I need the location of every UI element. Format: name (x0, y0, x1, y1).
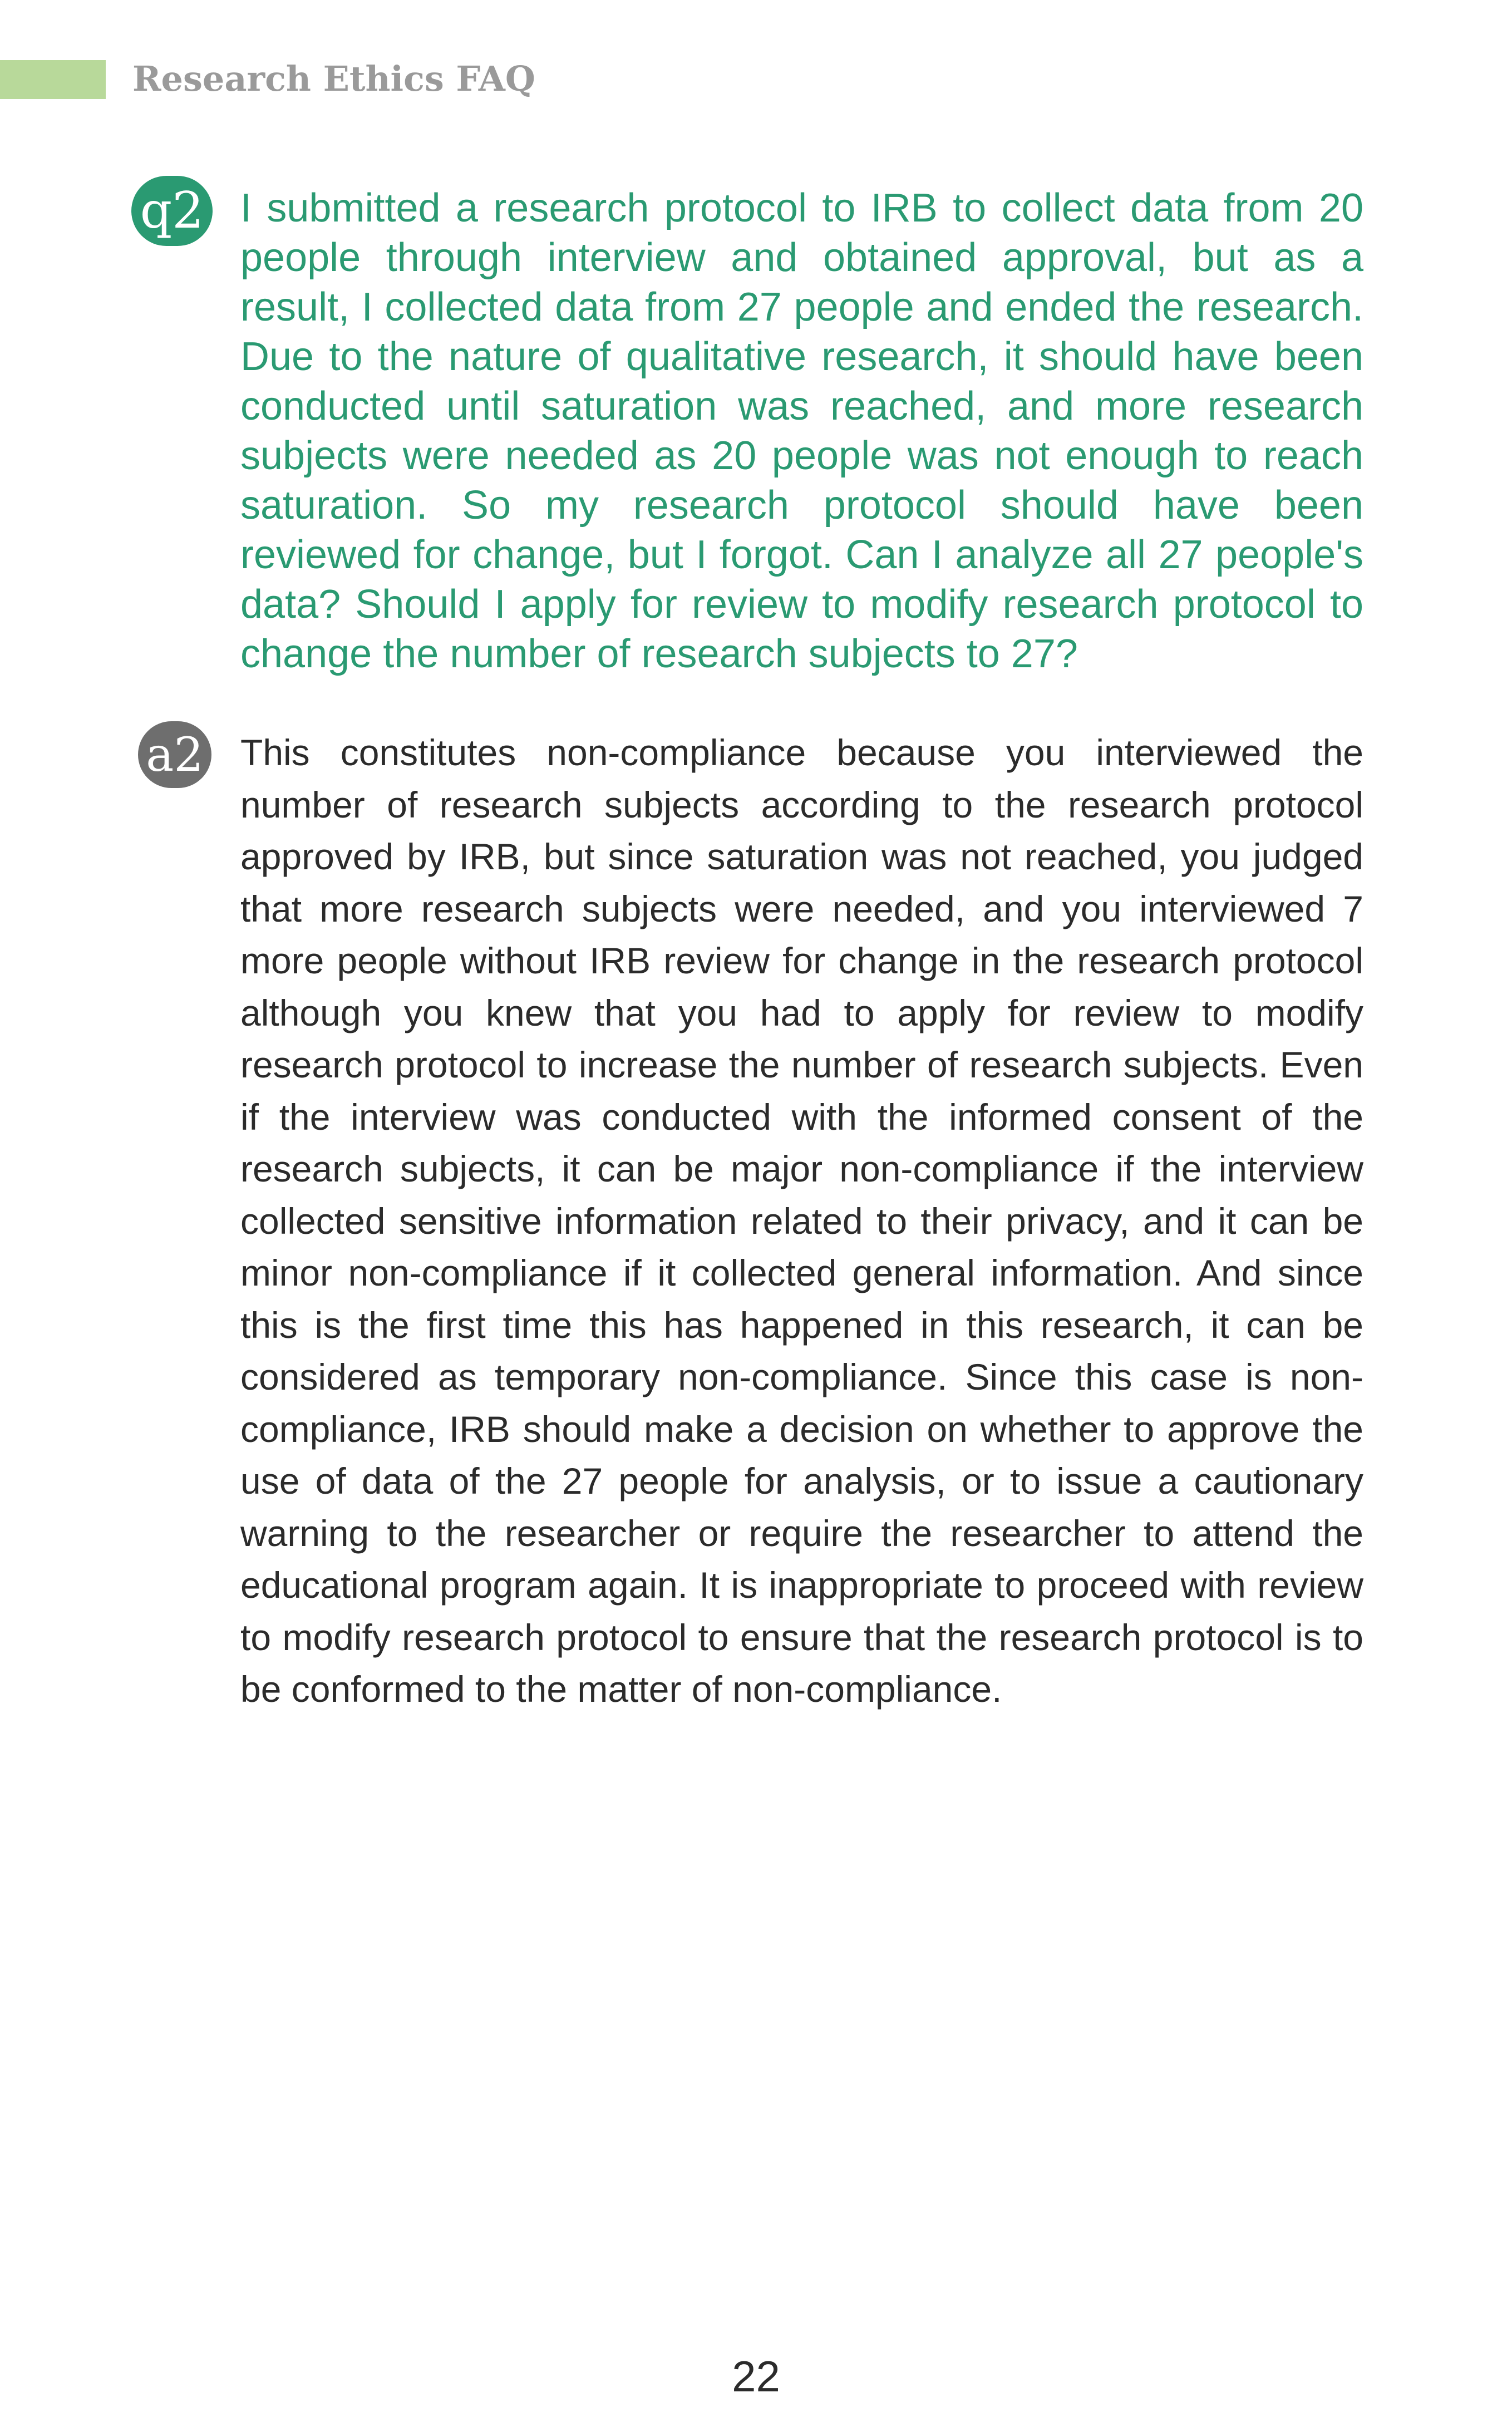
question-text: I submitted a research protocol to IRB to collect data from 20 people through interview and obtained approval, but as a result, I collected data from 27 people and ended the research. Due to the nature of qualitative research, it should have been conducted until saturation was reached, and more research subjects were needed as 20 people was not enough to reach saturation. So my research protocol should have been reviewed for change, but I forgot. Can I analyze all 27 people's data? Should I apply for review to modify research protocol to change the number of research subjects to 27? (240, 186, 1363, 676)
page-number: 22 (732, 2352, 780, 2401)
header-color-tab (0, 60, 106, 99)
running-header-title: Research Ethics FAQ (132, 58, 535, 99)
answer-badge: a2 (138, 721, 211, 788)
answer-text: This constitutes non-compliance because you interviewed the number of research subjects according to the research protocol approved by IRB, but since saturation was not reached, you judged that more research subjects were needed, and you interviewed 7 more people without IRB review for change in the research protocol although you knew that you had to apply for review to modify research protocol to increase the number of research subjects. Even if the interview was conducted with the informed consent of the research subjects, it can be major non-compliance if the interview collected sensitive information related to their privacy, and it can be minor non-compliance if it collected general information. And since this is the first time this has happened in this research, it can be considered as temporary non-compliance. Since this case is non-compliance, IRB should make a decision on whether to approve the use of data of the 27 people for analysis, or to issue a cautionary warning to the researcher or require the researcher to attend the educational program again. It is inappropriate to proceed with review to modify research protocol to ensure that the research protocol is to be conformed to the matter of non-compliance. (240, 732, 1363, 1710)
question-badge: q2 (131, 176, 213, 246)
